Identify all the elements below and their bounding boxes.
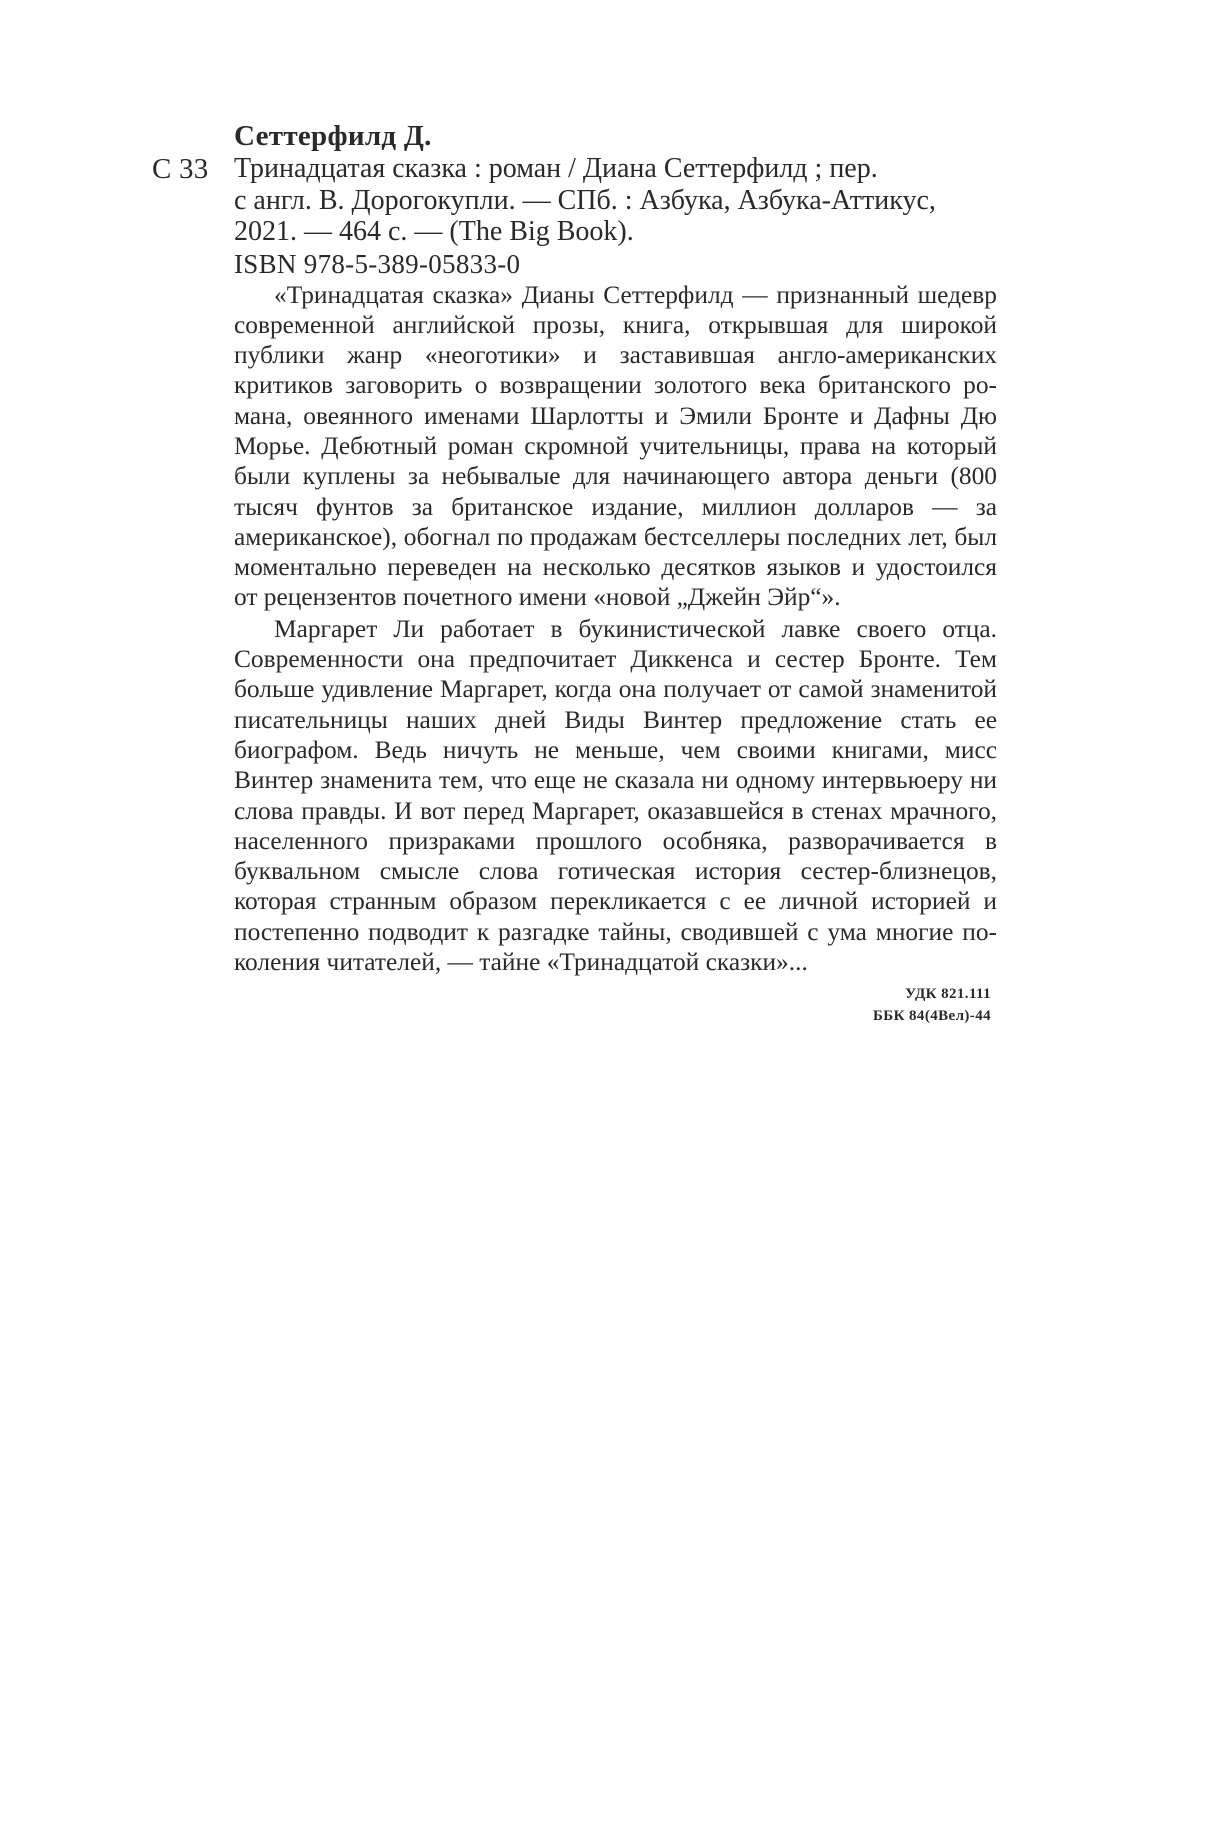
author-heading: Сеттерфилд Д. — [234, 120, 432, 152]
bibliographic-line: Тринадцатая сказка : роман / Диана Сеттерфилд ; пер. — [234, 153, 878, 184]
annotation-paragraph: Маргарет Ли работает в букинистической лавке своего отца. Современности она предпочитает Диккенса и сестер Бронте. Тем больше удивление Маргарет, когда она получает от самой знаменитой писательницы наших дней Виды Винтер предложение стать ее биографом. Ведь ничуть не меньше, чем своими книгами, мисс Винтер знаменита тем, что еще не сказала ни одному интервьюеру ни слова правды. И вот перед Маргарет, оказавшейся в стенах мрачного, населенного призраками прошлого особняка, разворачивается в буквальном смысле слова готическая история сестер-близнецов, которая странным образом перекликается с ее личной историей и постепенно подводит к разгадке тайны, сводившей с ума многие поколения читателей, — тайне «Тринадцатой сказки»... — [234, 614, 997, 977]
classification-codes — [234, 983, 997, 1027]
bibliographic-entry — [234, 119, 997, 1027]
bibliographic-line: с англ. В. Дорогокупли. — СПб. : Азбука, Азбука-Аттикус, — [234, 184, 936, 216]
bibliographic-description — [234, 153, 997, 248]
bibliographic-line: 2021. — 464 с. — (The Big Book). — [234, 216, 634, 247]
call-number: С 33 — [152, 153, 209, 185]
isbn-number: ISBN 978-5-389-05833-0 — [234, 248, 521, 279]
annotation-paragraph: «Тринадцатая сказка» Дианы Сеттерфилд — признанный шедевр современной английской прозы, книга, открывшая для широкой публики жанр «неоготики» и заставившая англо-американских критиков заговорить о возвращении золотого века британского романа, овеянного именами Шарлотты и Эмили Бронте и Дафны Дю Морье. Дебютный роман скромной учительницы, права на который были куплены за небывалые для начинающего автора деньги (800 тысяч фунтов за британское издание, миллион долларов — за американское), обогнал по продажам бестселлеры последних лет, был моментально переведен на несколько десятков языков и удостоился от рецензентов почетного имени «новой „Джейн Эйр“». — [234, 280, 997, 612]
udc-code: УДК 821.111 — [905, 986, 991, 1003]
bbk-code: ББК 84(4Вел)-44 — [872, 1008, 991, 1025]
